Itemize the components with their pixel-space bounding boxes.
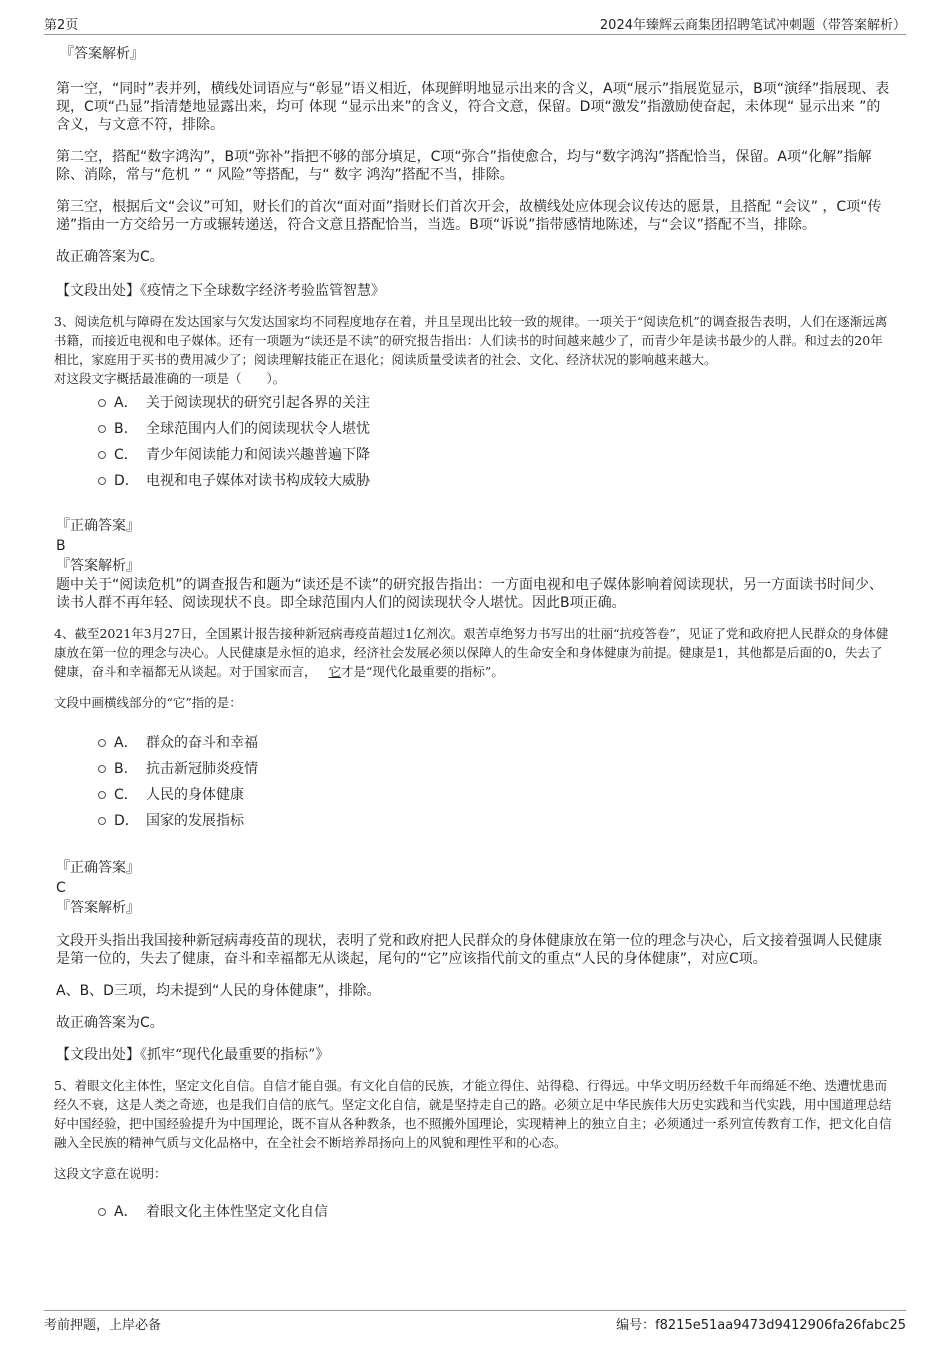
radio-icon[interactable] (98, 477, 106, 485)
question-5-prompt: 这段文字意在说明： (54, 1166, 167, 1181)
option-text: 青少年阅读能力和阅读兴趣普遍下降 (146, 447, 370, 463)
option-text: 全球范围内人们的阅读现状令人堪忧 (146, 421, 370, 437)
question-4-options (56, 730, 894, 834)
question-4-prompt: 文段中画横线部分的“它”指的是： (54, 695, 242, 710)
analysis-label: 『答案解析』 (60, 46, 144, 62)
page-header (44, 14, 906, 35)
option-letter: C． (114, 787, 138, 803)
analysis-paragraph-3: 第三空，根据后文“会议”可知，财长们的首次“面对面”指财长们首次开会，故横线处应体现会议传达的愿景，且搭配 “会议” ，C项“传递”指由一方交给另一方或辗转递送，符合文意且搭配恰当，当选。B项“诉说”指带感情地陈述，与“会议”搭配不当，排除。 (56, 199, 882, 233)
option-a[interactable] (56, 730, 894, 756)
correct-answer: C (56, 880, 66, 896)
radio-icon[interactable] (98, 791, 106, 799)
option-letter: A． (114, 735, 138, 751)
option-a[interactable] (56, 390, 894, 416)
radio-icon[interactable] (98, 1208, 106, 1216)
question-3-analysis: 题中关于“阅读危机”的调查报告和题为“读还是不读”的研究报告指出：一方面电视和电子媒体影响着阅读现状，另一方面读书时间少、读书人群不再年轻、阅读现状不良。即全球范围内人们的阅读现状令人堪忧。因此B项正确。 (56, 577, 884, 611)
option-text: 电视和电子媒体对读书构成较大威胁 (146, 473, 370, 489)
correct-answer-label: 『正确答案』 (56, 860, 140, 876)
option-b[interactable] (56, 416, 894, 442)
question-4-stem-after: 才是“现代化最重要的指标”。 (341, 664, 504, 679)
question-4-stem (54, 624, 894, 681)
option-d[interactable] (56, 468, 894, 494)
option-text: 群众的奋斗和幸福 (146, 735, 258, 751)
question-5-stem: 5、着眼文化主体性，坚定文化自信。自信才能自强。有文化自信的民族，才能立得住、站得稳、行得远。中华文明历经数千年而绵延不绝、迭遭忧患而经久不衰，这是人类之奇迹，也是我们自信的底气。坚定文化自信，就是坚持走自己的路。必须立足中华民族伟大历史实践和当代实践，用中国道理总结好中国经验，把中国经验提升为中国理论，既不盲从各种教条，也不照搬外国理论，实现精神上的独立自主；必须通过一系列宣传教育工作，把文化自信融入全民族的精神气质与文化品格中，在全社会不断培养昂扬向上的风貌和理性平和的心态。 (54, 1078, 892, 1150)
radio-icon[interactable] (98, 765, 106, 773)
option-text: 人民的身体健康 (146, 787, 244, 803)
radio-icon[interactable] (98, 451, 106, 459)
option-letter: D． (114, 473, 139, 489)
option-letter: A． (114, 395, 138, 411)
correct-answer-label: 『正确答案』 (56, 518, 140, 534)
option-d[interactable] (56, 808, 894, 834)
option-letter: B. (114, 761, 129, 777)
question-5-options (56, 1199, 894, 1225)
analysis-label: 『答案解析』 (56, 558, 140, 574)
option-text: 国家的发展指标 (146, 813, 244, 829)
document-id: 编号：f8215e51aa9473d9412906fa26fabc25 (616, 1318, 906, 1333)
question-3-stem: 3、阅读危机与障碍在发达国家与欠发达国家均不同程度地存在着，并且呈现出比较一致的规律。一项关于“阅读危机”的调查报告表明，人们在逐渐远离书籍，而接近电视和电子媒体。还有一项题为“读还是不读”的研究报告指出：人们读书的时间越来越少了，而青少年是读书最少的人群。和过去的20年相比，家庭用于买书的费用减少了；阅读理解技能正在退化；阅读质量受读者的社会、文化、经济状况的影响越来越大。 (54, 314, 888, 367)
option-c[interactable] (56, 782, 894, 808)
option-text: 抗击新冠肺炎疫情 (146, 761, 258, 777)
option-text: 着眼文化主体性坚定文化自信 (146, 1204, 328, 1220)
option-b[interactable] (56, 756, 894, 782)
radio-icon[interactable] (98, 739, 106, 747)
option-letter: D． (114, 813, 139, 829)
document-title: 2024年臻辉云商集团招聘笔试冲刺题（带答案解析） (599, 18, 906, 33)
option-text: 关于阅读现状的研究引起各界的关注 (146, 395, 370, 411)
option-letter: A． (114, 1204, 138, 1220)
analysis-paragraph-1: 第一空，“同时”表并列，横线处词语应与“彰显”语义相近，体现鲜明地显示出来的含义，A项“展示”指展览显示，B项“演绎”指展现、表现，C项“凸显”指清楚地显露出来，均可 体现 “显示出来”的含义，符合文意，保留。D项“激发”指激励使奋起，未体现“ 显示出来 ”的含义，与文意不符，排除。 (56, 81, 890, 133)
source-citation: 【文段出处】《疫情之下全球数字经济考验监管智慧》 (56, 283, 385, 299)
page-number: 第2页 (44, 18, 79, 33)
underlined-pronoun: 它 (328, 664, 342, 679)
question-3-options (56, 390, 894, 494)
footer-slogan: 考前押题，上岸必备 (44, 1318, 162, 1333)
source-citation: 【文段出处】《抓牢“现代化最重要的指标”》 (56, 1047, 330, 1063)
document-body (56, 44, 894, 1225)
radio-icon[interactable] (98, 399, 106, 407)
option-c[interactable] (56, 442, 894, 468)
correct-answer: B (56, 538, 66, 554)
question-3-prompt: 对这段文字概括最准确的一项是（ ）。 (54, 371, 286, 386)
answer-statement: 故正确答案为C。 (56, 249, 164, 265)
analysis-paragraph-2: 第二空，搭配“数字鸿沟”，B项“弥补”指把不够的部分填足，C项“弥合”指使愈合，均与“数字鸿沟”搭配恰当，保留。A项“化解”指解除、消除，常与“危机 ” “ 风险”等搭配，与“ 数字 鸿沟”搭配不当，排除。 (56, 149, 872, 183)
option-letter: B. (114, 421, 129, 437)
question-4-stem-before: 4、截至2021年3月27日，全国累计报告接种新冠病毒疫苗超过1亿剂次。艰苦卓绝努力书写出的壮丽“抗疫答卷”，见证了党和政府把人民群众的身体健康放在第一位的理念与决心。人民健康是永恒的追求，经济社会发展必须以保障人的生命安全和身体健康为前提。健康是1，其他都是后面的0，失去了健康，奋斗和幸福都无从谈起。对于国家而言， (54, 626, 889, 679)
radio-icon[interactable] (98, 425, 106, 433)
question-4-analysis-2: A、B、D三项，均未提到“人民的身体健康”，排除。 (56, 983, 381, 999)
analysis-label: 『答案解析』 (56, 900, 140, 916)
radio-icon[interactable] (98, 817, 106, 825)
answer-statement: 故正确答案为C。 (56, 1015, 164, 1031)
option-a[interactable] (56, 1199, 894, 1225)
page-footer (44, 1310, 906, 1334)
option-letter: C． (114, 447, 138, 463)
question-4-analysis: 文段开头指出我国接种新冠病毒疫苗的现状，表明了党和政府把人民群众的身体健康放在第一位的理念与决心，后文接着强调人民健康是第一位的，失去了健康，奋斗和幸福都无从谈起，尾句的“它”应该指代前文的重点“人民的身体健康”，对应C项。 (56, 933, 882, 967)
